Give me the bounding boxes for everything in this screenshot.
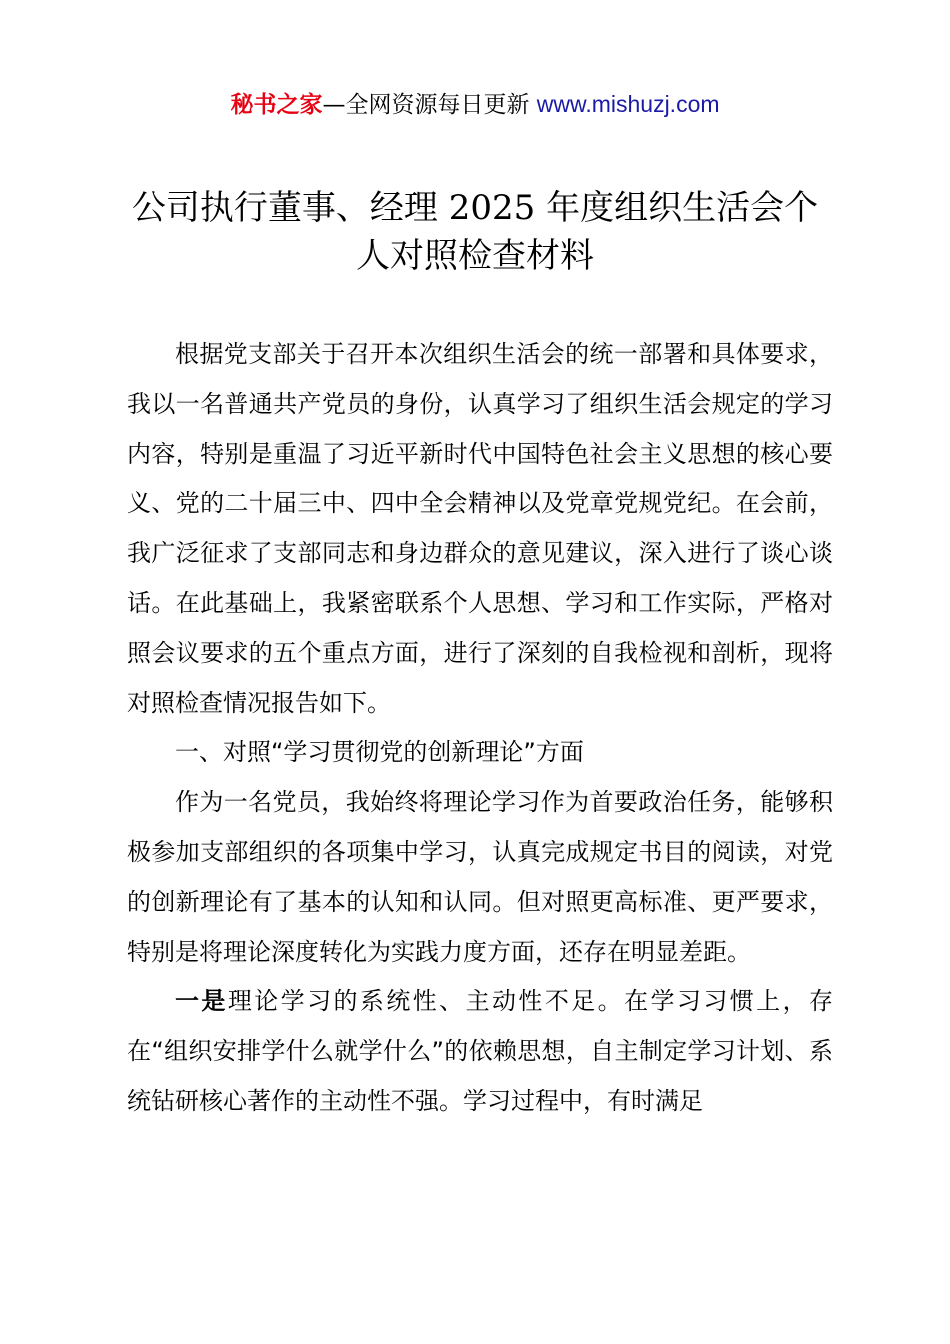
section-heading-1: 一、对照“学习贯彻党的创新理论”方面 [175, 738, 584, 767]
point-1-paragraph [127, 977, 833, 1126]
section-1-paragraph: 作为一名党员，我始终将理论学习作为首要政治任务，能够积极参加支部组织的各项集中学习，认真完成规定书目的阅读，对党的创新理论有了基本的认知和认同。但对照更高标准、更严要求，特别是将理论深度转化为实践力度方面，还存在明显差距。 [127, 788, 833, 966]
header-tagline: 全网资源每日更新 [345, 92, 537, 118]
point-1-lead: 一是 [175, 987, 228, 1016]
document-title [100, 184, 850, 280]
point-1-text: 理论学习的系统性、主动性不足。在学习习惯上，存在“组织安排学什么就学什么”的依赖思想，自主制定学习计划、系统钻研核心著作的主动性不强。学习过程中，有时满足 [127, 987, 834, 1115]
document-body [127, 330, 833, 1127]
site-url-link[interactable]: www.mishuzj.com [536, 91, 720, 117]
document-title-line-1: 公司执行董事、经理 2025 年度组织生活会个 [131, 188, 819, 228]
header-separator: — [322, 92, 346, 118]
site-header [0, 86, 950, 123]
intro-paragraph: 根据党支部关于召开本次组织生活会的统一部署和具体要求，我以一名普通共产党员的身份，认真学习了组织生活会规定的学习内容，特别是重温了习近平新时代中国特色社会主义思想的核心要义、党的二十届三中、四中全会精神以及党章党规党纪。在会前，我广泛征求了支部同志和身边群众的意见建议，深入进行了谈心谈话。在此基础上，我紧密联系个人思想、学习和工作实际，严格对照会议要求的五个重点方面，进行了深刻的自我检视和剖析，现将对照检查情况报告如下。 [127, 340, 833, 717]
site-brand: 秘书之家 [230, 92, 323, 118]
document-title-line-2: 人对照检查材料 [356, 236, 594, 276]
